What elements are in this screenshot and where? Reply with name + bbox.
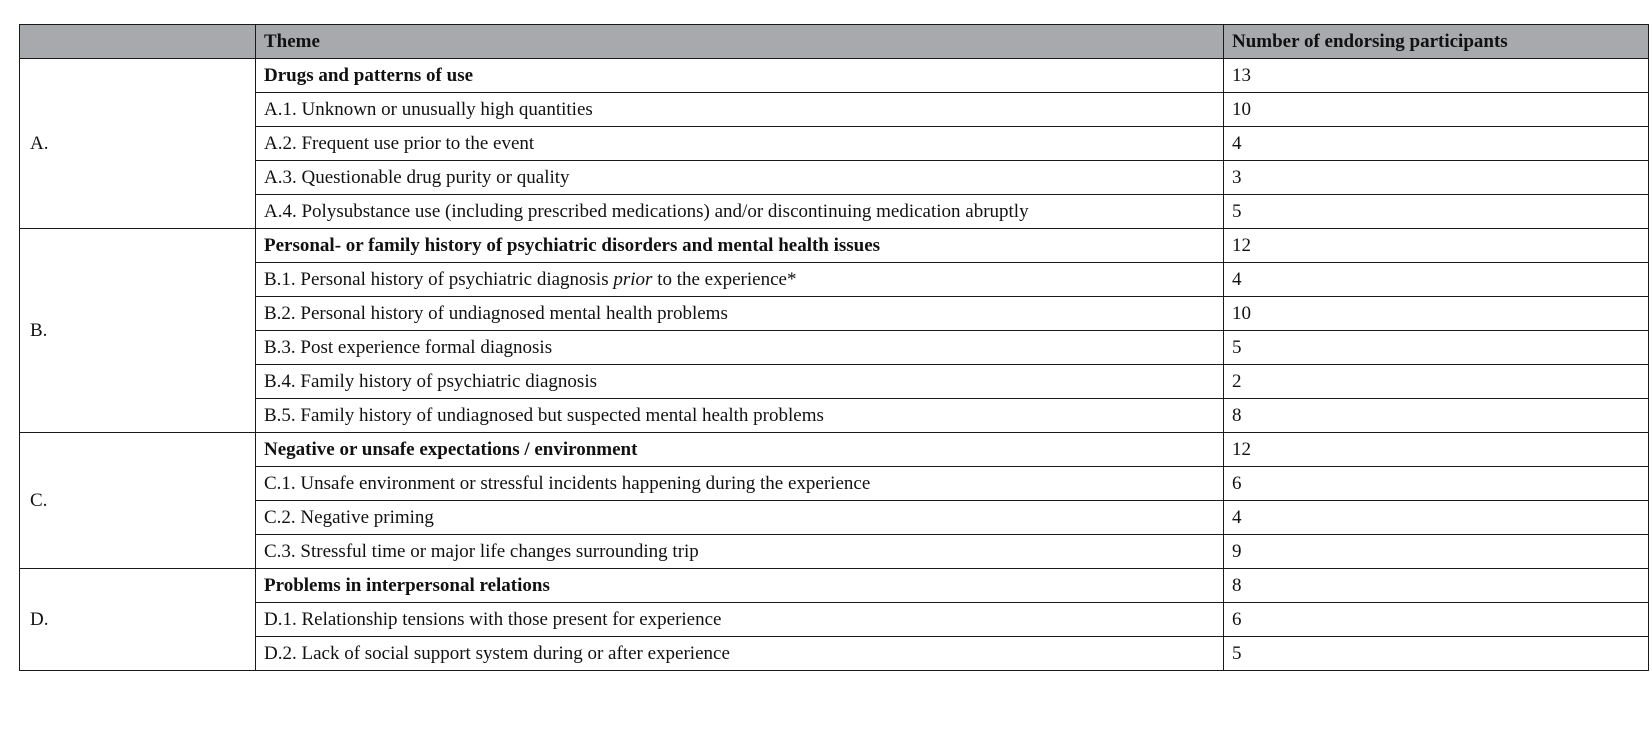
theme-title: Negative or unsafe expectations / environment <box>256 433 1224 467</box>
subtheme-count: 2 <box>1224 365 1649 399</box>
table-row <box>20 93 1649 127</box>
header-theme: Theme <box>256 25 1224 59</box>
theme-row <box>20 59 1649 93</box>
subtheme-label: B.2. Personal history of undiagnosed mental health problems <box>256 297 1224 331</box>
subtheme-count: 6 <box>1224 467 1649 501</box>
header-group <box>20 25 256 59</box>
subtheme-label: C.2. Negative priming <box>256 501 1224 535</box>
label-pre: B.1. Personal history of psychiatric diagnosis <box>264 268 614 290</box>
theme-row <box>20 433 1649 467</box>
theme-title: Personal- or family history of psychiatric disorders and mental health issues <box>256 229 1224 263</box>
subtheme-label: A.4. Polysubstance use (including prescribed medications) and/or discontinuing medication abruptly <box>256 195 1224 229</box>
theme-count: 8 <box>1224 569 1649 603</box>
table-row <box>20 535 1649 569</box>
theme-title: Drugs and patterns of use <box>256 59 1224 93</box>
subtheme-count: 3 <box>1224 161 1649 195</box>
group-label: A. <box>20 59 256 229</box>
table-row <box>20 501 1649 535</box>
table-row <box>20 161 1649 195</box>
header-row <box>20 25 1649 59</box>
subtheme-label: B.4. Family history of psychiatric diagnosis <box>256 365 1224 399</box>
group-label: C. <box>20 433 256 569</box>
subtheme-label: B.5. Family history of undiagnosed but suspected mental health problems <box>256 399 1224 433</box>
label-emphasis: prior <box>613 268 653 290</box>
table-row <box>20 603 1649 637</box>
header-count: Number of endorsing participants <box>1224 25 1649 59</box>
theme-row <box>20 569 1649 603</box>
label-post: to the experience* <box>652 268 797 290</box>
table-row <box>20 331 1649 365</box>
theme-count: 12 <box>1224 229 1649 263</box>
subtheme-count: 10 <box>1224 93 1649 127</box>
subtheme-label: A.1. Unknown or unusually high quantities <box>256 93 1224 127</box>
subtheme-count: 4 <box>1224 127 1649 161</box>
theme-count: 13 <box>1224 59 1649 93</box>
table-row <box>20 637 1649 671</box>
subtheme-label: D.1. Relationship tensions with those present for experience <box>256 603 1224 637</box>
subtheme-count: 5 <box>1224 195 1649 229</box>
subtheme-count: 8 <box>1224 399 1649 433</box>
subtheme-count: 4 <box>1224 263 1649 297</box>
subtheme-label: C.1. Unsafe environment or stressful incidents happening during the experience <box>256 467 1224 501</box>
table-row <box>20 195 1649 229</box>
subtheme-label <box>256 263 1224 297</box>
theme-title: Problems in interpersonal relations <box>256 569 1224 603</box>
themes-table <box>19 24 1649 671</box>
subtheme-label: A.2. Frequent use prior to the event <box>256 127 1224 161</box>
subtheme-label: B.3. Post experience formal diagnosis <box>256 331 1224 365</box>
table-row <box>20 467 1649 501</box>
group-label: B. <box>20 229 256 433</box>
subtheme-count: 10 <box>1224 297 1649 331</box>
subtheme-label: D.2. Lack of social support system during or after experience <box>256 637 1224 671</box>
theme-row <box>20 229 1649 263</box>
subtheme-count: 4 <box>1224 501 1649 535</box>
theme-count: 12 <box>1224 433 1649 467</box>
subtheme-label: C.3. Stressful time or major life changes surrounding trip <box>256 535 1224 569</box>
group-label: D. <box>20 569 256 671</box>
table-row <box>20 365 1649 399</box>
subtheme-count: 5 <box>1224 637 1649 671</box>
table-row <box>20 263 1649 297</box>
subtheme-count: 6 <box>1224 603 1649 637</box>
table-row <box>20 127 1649 161</box>
subtheme-count: 5 <box>1224 331 1649 365</box>
table-row <box>20 399 1649 433</box>
table-row <box>20 297 1649 331</box>
subtheme-label: A.3. Questionable drug purity or quality <box>256 161 1224 195</box>
subtheme-count: 9 <box>1224 535 1649 569</box>
